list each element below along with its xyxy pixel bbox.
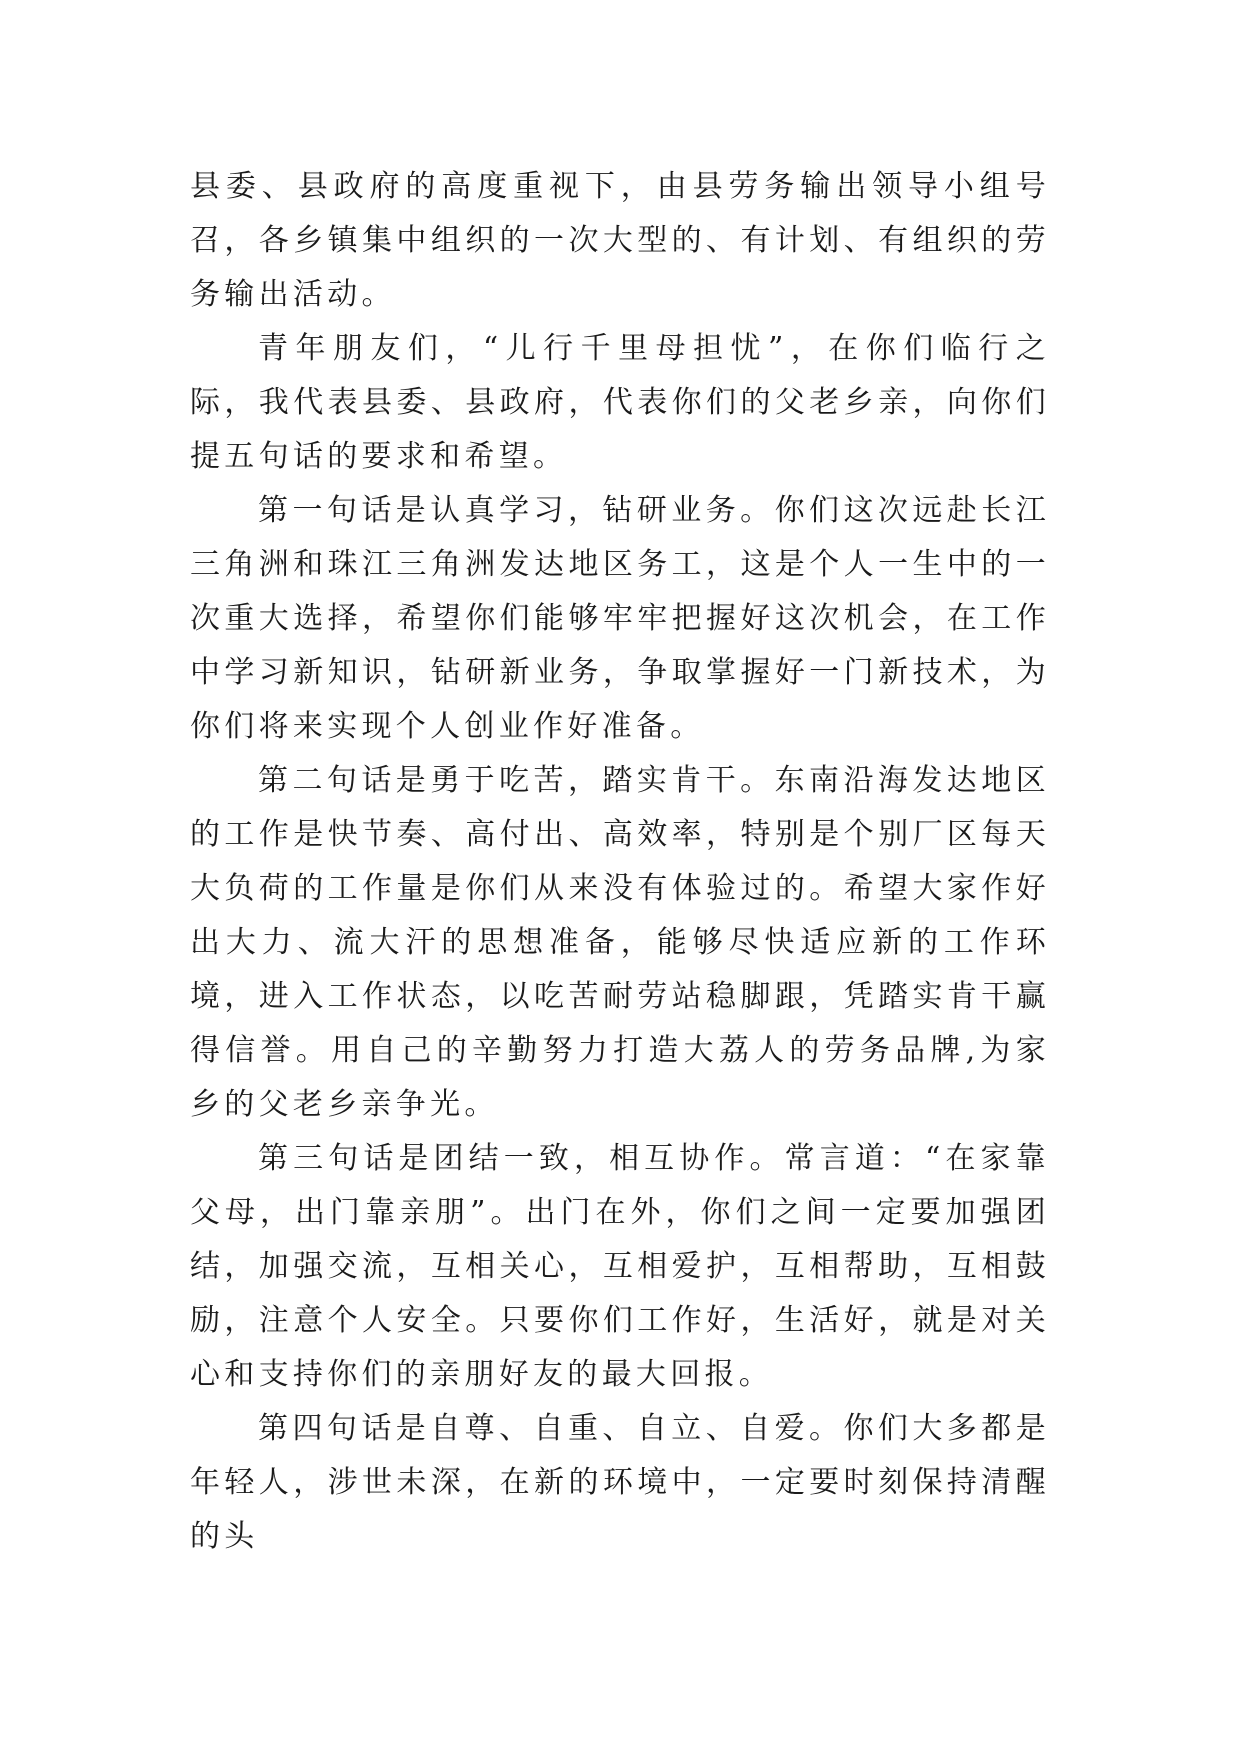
paragraph-greeting: 青年朋友们，“儿行千里母担忧”，在你们临行之际，我代表县委、县政府，代表你们的父老乡亲，向你们提五句话的要求和希望。	[190, 331, 1050, 474]
paragraph-point-one: 第一句话是认真学习，钻研业务。你们这次远赴长江三角洲和珠江三角洲发达地区务工，这是个人一生中的一次重大选择，希望你们能够牢牢把握好这次机会，在工作中学习新知识，钻研新业务，争取掌握好一门新技术，为你们将来实现个人创业作好准备。	[190, 493, 1050, 744]
paragraph-point-three: 第三句话是团结一致，相互协作。常言道：“在家靠父母，出门靠亲朋”。出门在外，你们之间一定要加强团结，加强交流，互相关心，互相爱护，互相帮助，互相鼓励，注意个人安全。只要你们工作好，生活好，就是对关心和支持你们的亲朋好友的最大回报。	[190, 1141, 1050, 1392]
paragraph-continuation: 县委、县政府的高度重视下，由县劳务输出领导小组号召，各乡镇集中组织的一次大型的、有计划、有组织的劳务输出活动。	[190, 169, 1050, 312]
document-body	[190, 160, 1050, 1564]
paragraph-point-four: 第四句话是自尊、自重、自立、自爱。你们大多都是年轻人，涉世未深，在新的环境中，一定要时刻保持清醒的头	[190, 1411, 1050, 1554]
paragraph-point-two: 第二句话是勇于吃苦，踏实肯干。东南沿海发达地区的工作是快节奏、高付出、高效率，特别是个别厂区每天大负荷的工作量是你们从来没有体验过的。希望大家作好出大力、流大汗的思想准备，能够尽快适应新的工作环境，进入工作状态，以吃苦耐劳站稳脚跟，凭踏实肯干赢得信誉。用自己的辛勤努力打造大荔人的劳务品牌,为家乡的父老乡亲争光。	[190, 763, 1050, 1122]
